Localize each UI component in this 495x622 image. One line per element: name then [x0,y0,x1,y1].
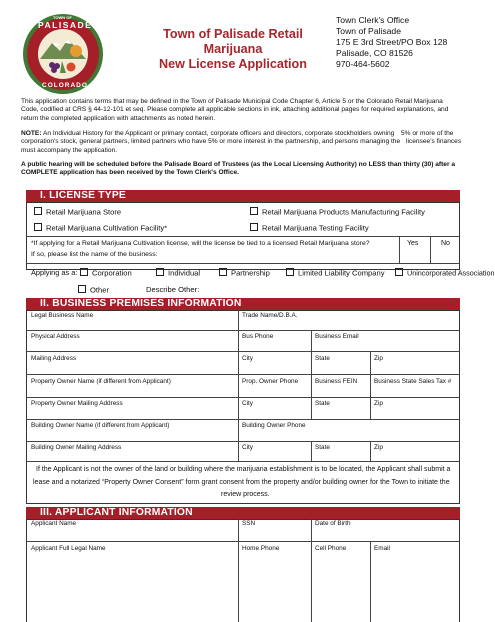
property-owner-mailing-field[interactable]: Property Owner Mailing Address [31,400,123,407]
seal-arc-text: PALISADE [38,20,93,30]
legal-business-name-field[interactable]: Legal Business Name [31,312,94,319]
clerk-line: Town Clerk's Office [336,15,410,25]
divider [311,519,312,622]
date-of-birth-field[interactable]: Date of Birth [315,520,351,527]
consent-text-3: review process. [221,491,270,498]
clerk-address-block [336,15,466,70]
divider [26,441,460,442]
checkbox[interactable] [286,268,294,276]
applicant-name-field[interactable]: Applicant Name [31,520,77,527]
checkbox[interactable] [78,285,86,293]
cultivation-question: *If applying for a Retail Marijuana Cultivation license, will the license be tied to a licensed Retail Marijuana store? [31,240,370,247]
note-paragraph [21,130,461,155]
divider [26,236,460,237]
mailing-state-field[interactable]: State [315,355,330,362]
divider [311,330,312,419]
form-title [138,27,328,72]
note-label: NOTE: [21,130,42,137]
checkbox[interactable] [250,207,258,215]
section-license-type-heading: I. LICENSE TYPE [26,190,460,202]
divider [26,351,460,352]
divider [26,541,460,542]
ssn-field[interactable]: SSN [242,520,256,527]
clerk-line: Palisade, CO 81526 [336,48,413,58]
section-business-premises-heading: II. BUSINESS PREMISES INFORMATION [26,298,460,310]
option-retail-store[interactable]: Retail Marijuana Store [34,207,121,217]
clerk-line: Town of Palisade [336,26,401,36]
describe-other-field[interactable]: Describe Other: [146,285,200,294]
clerk-line: 175 E 3rd Street/PO Box 128 [336,37,448,47]
divider [26,419,460,420]
option-testing-facility[interactable]: Retail Marijuana Testing Facility [250,223,369,233]
divider [399,236,400,263]
title-line-2: New License Application [159,57,307,71]
note-text-1b: 5% or more of the [401,130,454,137]
email-field[interactable]: Email [374,545,390,552]
intro-paragraph: This application contains terms that may be defined in the Town of Palisade Municipal Code Chapter 6, Article 5 or the Colorado Retail Marijuana Code, codified at CRS § 44-12-101 et seq. Please complete all applicable sections in ink, attaching additional pages for required explanations, and return the completed application with attachments as noted herein. [21,98,449,122]
entity-unincorporated[interactable]: Unincorporated Association [395,268,495,278]
property-owner-state-field[interactable]: State [315,400,330,407]
divider [26,374,460,375]
trade-name-field[interactable]: Trade Name/D.B.A. [242,312,298,319]
title-line-1: Town of Palisade Retail Marijuana [163,27,303,56]
cell-phone-field[interactable]: Cell Phone [315,545,347,552]
mailing-city-field[interactable]: City [242,355,254,362]
town-seal-logo [22,13,104,95]
seal-top-text: TOWN OF [53,15,72,20]
divider [26,330,460,331]
mailing-zip-field[interactable]: Zip [374,355,383,362]
entity-partnership[interactable]: Partnership [219,268,270,278]
checkbox[interactable] [34,207,42,215]
property-owner-city-field[interactable]: City [242,400,254,407]
business-email-field[interactable]: Business Email [315,333,359,340]
state-sales-tax-field[interactable]: Business State Sales Tax # [374,378,452,385]
section-applicant-info-heading: III. APPLICANT INFORMATION [26,507,460,519]
divider [370,541,371,622]
entity-llc[interactable]: Limited Liability Company [286,268,385,278]
checkbox[interactable] [80,268,88,276]
property-owner-name-field[interactable]: Property Owner Name (if different from Applicant) [31,378,171,385]
physical-address-field[interactable]: Physical Address [31,333,80,340]
divider [238,310,239,461]
entity-corporation[interactable]: Corporation [80,268,132,278]
checkbox[interactable] [156,268,164,276]
divider [238,519,239,622]
option-cultivation-facility[interactable]: Retail Marijuana Cultivation Facility* [34,223,167,233]
note-text-2b: licensee's finances [406,138,462,146]
checkbox[interactable] [219,268,227,276]
divider [26,461,460,462]
seal-bottom-text: COLORADO [42,82,88,89]
checkbox[interactable] [34,223,42,231]
divider [370,351,371,419]
entity-individual[interactable]: Individual [156,268,200,278]
business-fein-field[interactable]: Business FEIN [315,378,358,385]
bus-phone-field[interactable]: Bus Phone [242,333,274,340]
divider [26,263,460,264]
mailing-address-field[interactable]: Mailing Address [31,355,77,362]
note-text-3: must accompany the application. [21,146,118,154]
consent-text-1: If the Applicant is not the owner of the land or building where the marijuana establishment is to be located, the Applicant shall submit a [36,466,451,473]
prop-owner-phone-field[interactable]: Prop. Owner Phone [242,378,299,385]
consent-text-2: lease and a notarized “Property Owner Consent” form grant consent from the property and/or building owner for the Town to initiate the [33,479,450,486]
checkbox[interactable] [395,268,403,276]
cultivation-yes-option[interactable]: Yes [407,240,419,247]
clerk-line: 970-464-5602 [336,59,390,69]
building-owner-city-field[interactable]: City [242,444,254,451]
property-owner-zip-field[interactable]: Zip [374,400,383,407]
applicant-info-frame [26,519,460,622]
building-owner-zip-field[interactable]: Zip [374,444,383,451]
divider [26,397,460,398]
home-phone-field[interactable]: Home Phone [242,545,280,552]
divider [430,236,431,263]
applying-as-label: Applying as a: [31,268,78,277]
divider [311,441,312,461]
divider [370,441,371,461]
note-text-2: corporation's stock, general partners, limited partners who have 5% or more interest in the partnership, and persons managing the [21,138,401,146]
building-owner-phone-field[interactable]: Building Owner Phone [242,422,306,429]
hearing-notice: A public hearing will be scheduled before the Palisade Board of Trustees (as the Local Licensing Authority) no LESS than thirty (30) after a COMPLETE application has been received by the Town Clerk's Office. [21,161,456,177]
building-owner-name-field[interactable]: Building Owner Name (if different from Applicant) [31,422,170,429]
checkbox[interactable] [250,223,258,231]
cultivation-business-name-prompt[interactable]: If so, please list the name of the business: [31,251,158,258]
building-owner-mailing-field[interactable]: Building Owner Mailing Address [31,444,122,451]
note-text-1: An Individual History for the Applicant or primary contact, corporate officers and directors, corporate stockholders owning [42,130,395,137]
applicant-full-legal-name-field[interactable]: Applicant Full Legal Name [31,545,106,552]
entity-other[interactable]: Other [78,285,109,295]
building-owner-state-field[interactable]: State [315,444,330,451]
cultivation-no-option[interactable]: No [441,240,450,247]
option-products-manufacturing[interactable]: Retail Marijuana Products Manufacturing Facility [250,207,425,217]
